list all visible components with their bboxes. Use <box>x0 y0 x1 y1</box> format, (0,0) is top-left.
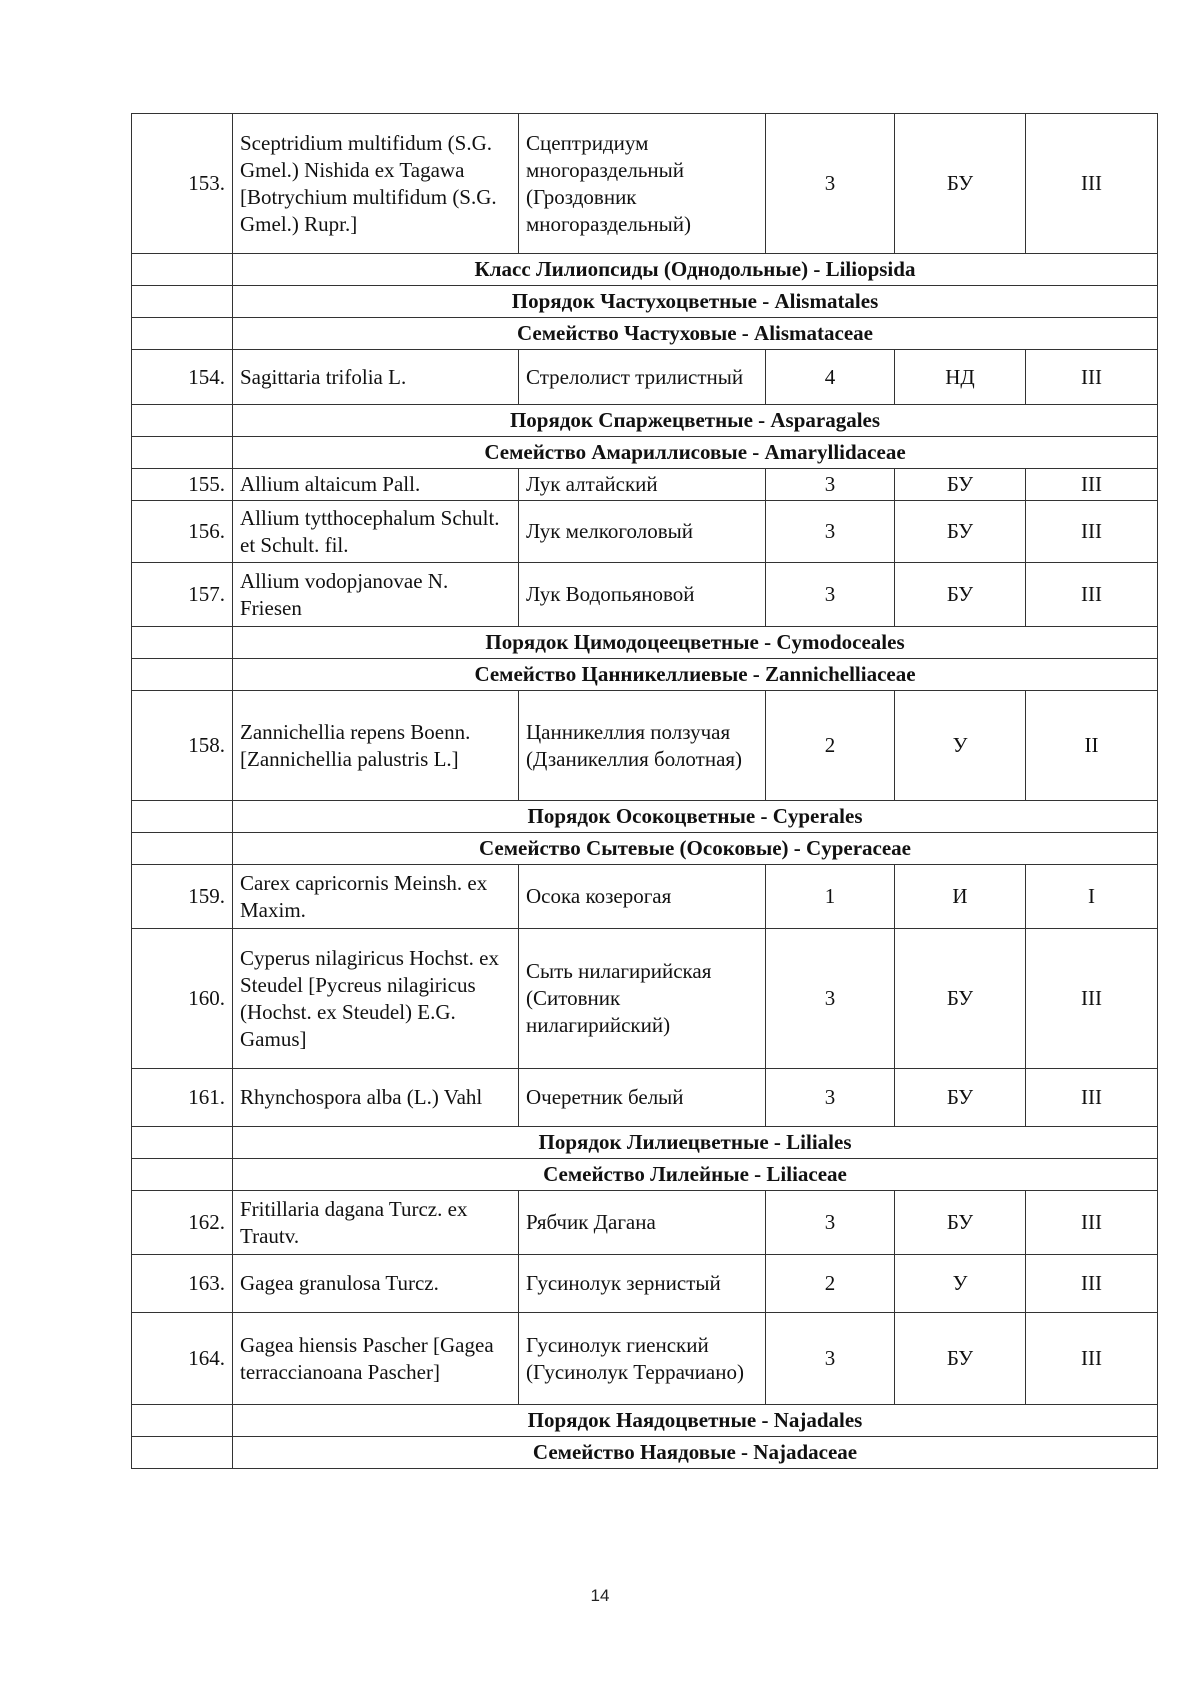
status-code: У <box>895 1255 1026 1313</box>
species-row <box>132 563 1158 627</box>
page-number: 14 <box>590 1586 610 1605</box>
russian-name: Рябчик Дагана <box>519 1191 766 1255</box>
rarity-category: 2 <box>766 691 895 801</box>
rarity-category: 4 <box>766 350 895 405</box>
status-code: НД <box>895 350 1026 405</box>
rarity-category: 1 <box>766 865 895 929</box>
species-row <box>132 469 1158 501</box>
russian-name: Осока козерогая <box>519 865 766 929</box>
russian-name: Сцептридиум многораздельный (Гроздовник многораздельный) <box>519 114 766 254</box>
row-number: 156. <box>132 501 233 563</box>
russian-name: Стрелолист трилистный <box>519 350 766 405</box>
latin-name: Sceptridium multifidum (S.G. Gmel.) Nishida ex Tagawa [Botrychium multifidum (S.G. Gmel.) Rupr.] <box>233 114 519 254</box>
species-row <box>132 1255 1158 1313</box>
taxon-heading-row <box>132 1405 1158 1437</box>
species-row <box>132 114 1158 254</box>
taxon-heading-row <box>132 1159 1158 1191</box>
row-number: 158. <box>132 691 233 801</box>
species-row <box>132 929 1158 1069</box>
taxon-heading: Порядок Наядоцветные - Najadales <box>233 1405 1158 1437</box>
species-table <box>131 113 1158 1469</box>
russian-name: Лук мелкоголовый <box>519 501 766 563</box>
heading-number-cell <box>132 286 233 318</box>
taxon-heading-row <box>132 627 1158 659</box>
taxon-heading: Семейство Сытевые (Осоковые) - Cyperaceae <box>233 833 1158 865</box>
rarity-category: 3 <box>766 469 895 501</box>
rarity-category: 3 <box>766 929 895 1069</box>
heading-number-cell <box>132 801 233 833</box>
latin-name: Gagea hiensis Pascher [Gagea terraccianoana Pascher] <box>233 1313 519 1405</box>
heading-number-cell <box>132 254 233 286</box>
latin-name: Carex capricornis Meinsh. ex Maxim. <box>233 865 519 929</box>
taxon-heading: Порядок Частухоцветные - Alismatales <box>233 286 1158 318</box>
table-body <box>132 114 1158 1469</box>
row-number: 155. <box>132 469 233 501</box>
latin-name: Sagittaria trifolia L. <box>233 350 519 405</box>
taxon-heading: Порядок Спаржецветные - Asparagales <box>233 405 1158 437</box>
russian-name: Очеретник белый <box>519 1069 766 1127</box>
rarity-category: 3 <box>766 114 895 254</box>
status-code: БУ <box>895 501 1026 563</box>
taxon-heading-row <box>132 659 1158 691</box>
taxon-heading-row <box>132 1127 1158 1159</box>
species-row <box>132 501 1158 563</box>
row-number: 164. <box>132 1313 233 1405</box>
row-number: 162. <box>132 1191 233 1255</box>
latin-name: Fritillaria dagana Turcz. ex Trautv. <box>233 1191 519 1255</box>
rarity-category: 3 <box>766 1191 895 1255</box>
russian-name: Сыть нилагирийская (Ситовник нилагирийский) <box>519 929 766 1069</box>
russian-name: Лук Водопьяновой <box>519 563 766 627</box>
taxon-heading-row <box>132 437 1158 469</box>
row-number: 157. <box>132 563 233 627</box>
rarity-category: 3 <box>766 563 895 627</box>
species-row <box>132 1313 1158 1405</box>
latin-name: Zannichellia repens Boenn. [Zannichellia palustris L.] <box>233 691 519 801</box>
row-number: 153. <box>132 114 233 254</box>
priority-level: III <box>1026 929 1158 1069</box>
latin-name: Allium altaicum Pall. <box>233 469 519 501</box>
status-code: У <box>895 691 1026 801</box>
status-code: БУ <box>895 1069 1026 1127</box>
russian-name: Лук алтайский <box>519 469 766 501</box>
status-code: БУ <box>895 114 1026 254</box>
species-row <box>132 350 1158 405</box>
heading-number-cell <box>132 833 233 865</box>
russian-name: Гусинолук зернистый <box>519 1255 766 1313</box>
row-number: 163. <box>132 1255 233 1313</box>
priority-level: II <box>1026 691 1158 801</box>
latin-name: Allium tytthocephalum Schult. et Schult. fil. <box>233 501 519 563</box>
status-code: БУ <box>895 1191 1026 1255</box>
rarity-category: 2 <box>766 1255 895 1313</box>
taxon-heading-row <box>132 405 1158 437</box>
taxon-heading-row <box>132 1437 1158 1469</box>
row-number: 154. <box>132 350 233 405</box>
heading-number-cell <box>132 1127 233 1159</box>
taxon-heading: Порядок Лилиецветные - Liliales <box>233 1127 1158 1159</box>
heading-number-cell <box>132 437 233 469</box>
priority-level: III <box>1026 350 1158 405</box>
heading-number-cell <box>132 318 233 350</box>
russian-name: Гусинолук гиенский (Гусинолук Террачиано) <box>519 1313 766 1405</box>
taxon-heading: Класс Лилиопсиды (Однодольные) - Liliopsida <box>233 254 1158 286</box>
taxon-heading: Порядок Осокоцветные - Cyperales <box>233 801 1158 833</box>
priority-level: III <box>1026 469 1158 501</box>
row-number: 159. <box>132 865 233 929</box>
priority-level: III <box>1026 1069 1158 1127</box>
taxon-heading: Порядок Цимодоцеецветные - Cymodoceales <box>233 627 1158 659</box>
taxon-heading: Семейство Наядовые - Najadaceae <box>233 1437 1158 1469</box>
priority-level: I <box>1026 865 1158 929</box>
status-code: И <box>895 865 1026 929</box>
taxon-heading-row <box>132 833 1158 865</box>
species-row <box>132 1191 1158 1255</box>
priority-level: III <box>1026 563 1158 627</box>
status-code: БУ <box>895 563 1026 627</box>
taxon-heading-row <box>132 286 1158 318</box>
latin-name: Allium vodopjanovae N. Friesen <box>233 563 519 627</box>
taxon-heading-row <box>132 254 1158 286</box>
status-code: БУ <box>895 929 1026 1069</box>
priority-level: III <box>1026 1313 1158 1405</box>
heading-number-cell <box>132 1405 233 1437</box>
latin-name: Rhynchospora alba (L.) Vahl <box>233 1069 519 1127</box>
russian-name: Цанникеллия ползучая (Дзаникеллия болотная) <box>519 691 766 801</box>
priority-level: III <box>1026 114 1158 254</box>
priority-level: III <box>1026 1191 1158 1255</box>
status-code: БУ <box>895 1313 1026 1405</box>
latin-name: Gagea granulosa Turcz. <box>233 1255 519 1313</box>
heading-number-cell <box>132 1159 233 1191</box>
priority-level: III <box>1026 501 1158 563</box>
heading-number-cell <box>132 627 233 659</box>
status-code: БУ <box>895 469 1026 501</box>
rarity-category: 3 <box>766 1313 895 1405</box>
row-number: 160. <box>132 929 233 1069</box>
species-row <box>132 691 1158 801</box>
species-row <box>132 865 1158 929</box>
priority-level: III <box>1026 1255 1158 1313</box>
taxon-heading: Семейство Амариллисовые - Amaryllidaceae <box>233 437 1158 469</box>
latin-name: Cyperus nilagiricus Hochst. ex Steudel [Pycreus nilagiricus (Hochst. ex Steudel) E.G. Gamus] <box>233 929 519 1069</box>
row-number: 161. <box>132 1069 233 1127</box>
taxon-heading-row <box>132 318 1158 350</box>
taxon-heading: Семейство Цанникеллиевые - Zannichelliaceae <box>233 659 1158 691</box>
taxon-heading: Семейство Частуховые - Alismataceae <box>233 318 1158 350</box>
taxon-heading: Семейство Лилейные - Liliaceae <box>233 1159 1158 1191</box>
species-row <box>132 1069 1158 1127</box>
heading-number-cell <box>132 659 233 691</box>
heading-number-cell <box>132 1437 233 1469</box>
rarity-category: 3 <box>766 501 895 563</box>
taxon-heading-row <box>132 801 1158 833</box>
rarity-category: 3 <box>766 1069 895 1127</box>
heading-number-cell <box>132 405 233 437</box>
